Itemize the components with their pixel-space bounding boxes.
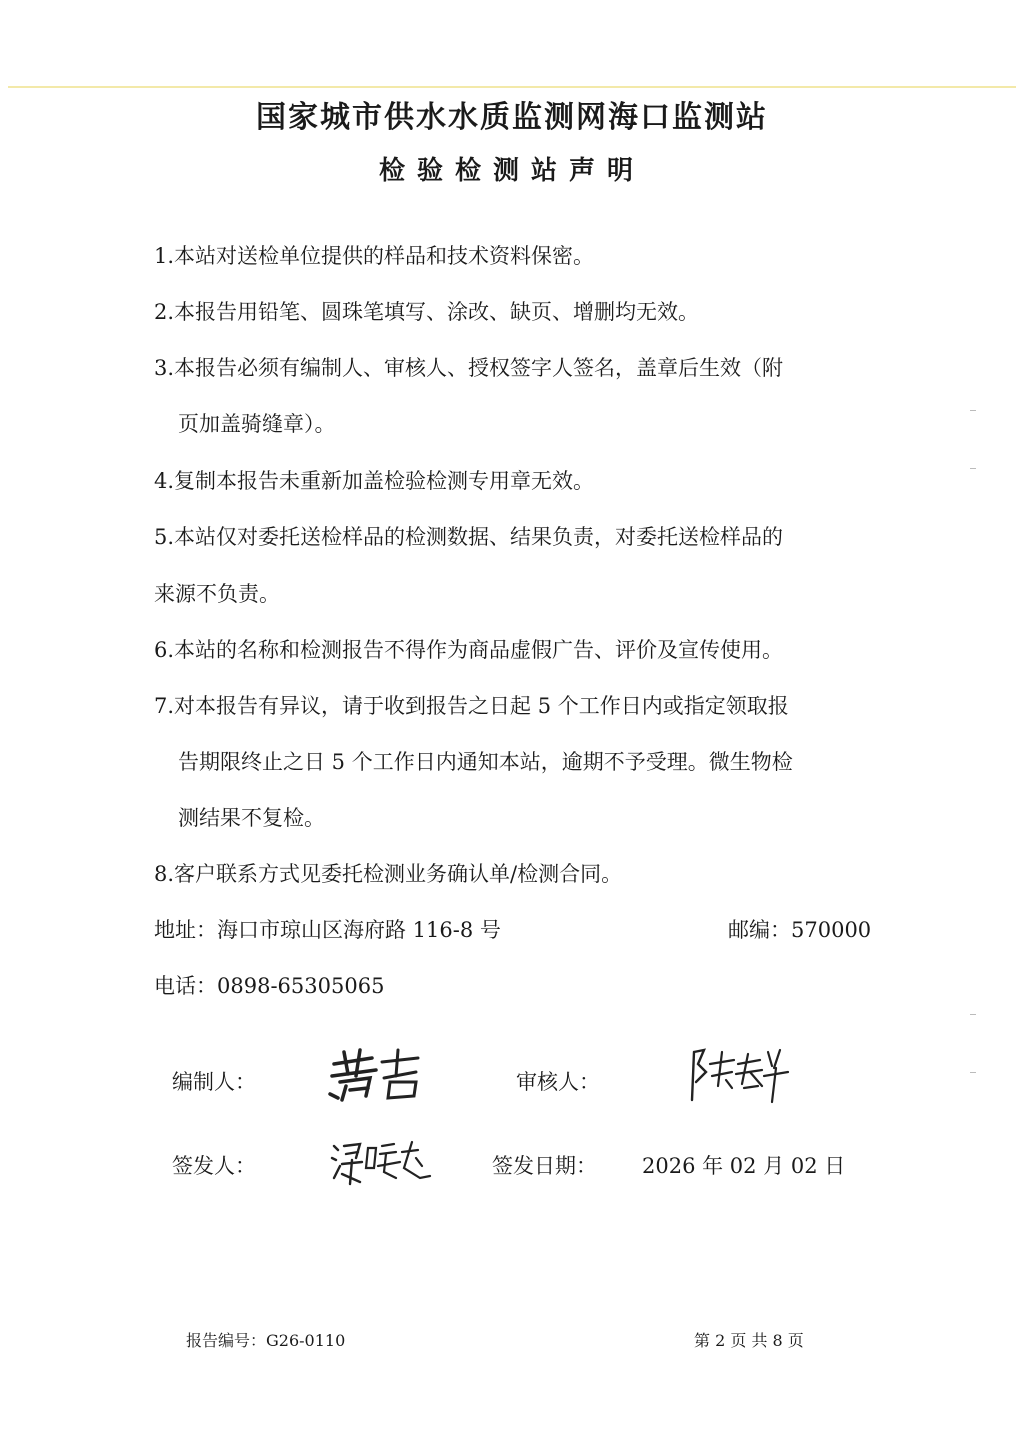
issuer-signature [330, 1138, 432, 1188]
document-title: 国家城市供水水质监测网海口监测站 [256, 100, 768, 135]
statement-6: 6.本站的名称和检测报告不得作为商品虚假广告、评价及宣传使用。 [154, 638, 784, 662]
address: 地址：海口市琼山区海府路 116-8 号 [154, 918, 501, 942]
statement-7-line-2: 告期限终止之日 5 个工作日内通知本站，逾期不予受理。微生物检 [178, 750, 793, 774]
statement-7-line-3: 测结果不复检。 [178, 806, 325, 830]
margin-tick [970, 1014, 976, 1015]
top-rule [8, 86, 1016, 88]
issuer-label: 签发人： [172, 1154, 256, 1178]
phone: 电话：0898-65305065 [154, 974, 385, 998]
compiler-signature [326, 1046, 426, 1102]
statement-2: 2.本报告用铅笔、圆珠笔填写、涂改、缺页、增删均无效。 [154, 300, 700, 324]
margin-tick [970, 468, 976, 469]
statement-3-line-2: 页加盖骑缝章）。 [178, 412, 336, 436]
document-subtitle: 检验检测站声明 [378, 156, 645, 186]
statement-8: 8.客户联系方式见委托检测业务确认单/检测合同。 [154, 862, 623, 886]
page-info: 第 2 页 共 8 页 [694, 1331, 804, 1350]
reviewer-label: 审核人： [516, 1070, 600, 1094]
report-number: 报告编号：G26-0110 [186, 1331, 346, 1350]
statement-4: 4.复制本报告未重新加盖检验检测专用章无效。 [154, 469, 595, 493]
statement-1: 1.本站对送检单位提供的样品和技术资料保密。 [154, 244, 595, 268]
reviewer-signature [688, 1042, 790, 1106]
postcode: 邮编：570000 [728, 918, 872, 942]
issue-date: 2026 年 02 月 02 日 [642, 1154, 846, 1178]
statement-7-line-1: 7.对本报告有异议，请于收到报告之日起 5 个工作日内或指定领取报 [154, 694, 789, 718]
issue-date-label: 签发日期： [492, 1154, 597, 1178]
margin-tick [970, 1072, 976, 1073]
margin-tick [970, 410, 976, 411]
statement-5-line-1: 5.本站仅对委托送检样品的检测数据、结果负责，对委托送检样品的 [154, 525, 784, 549]
compiler-label: 编制人： [172, 1070, 256, 1094]
statement-5-line-2: 来源不负责。 [154, 582, 280, 606]
statement-3-line-1: 3.本报告必须有编制人、审核人、授权签字人签名，盖章后生效（附 [154, 356, 784, 380]
